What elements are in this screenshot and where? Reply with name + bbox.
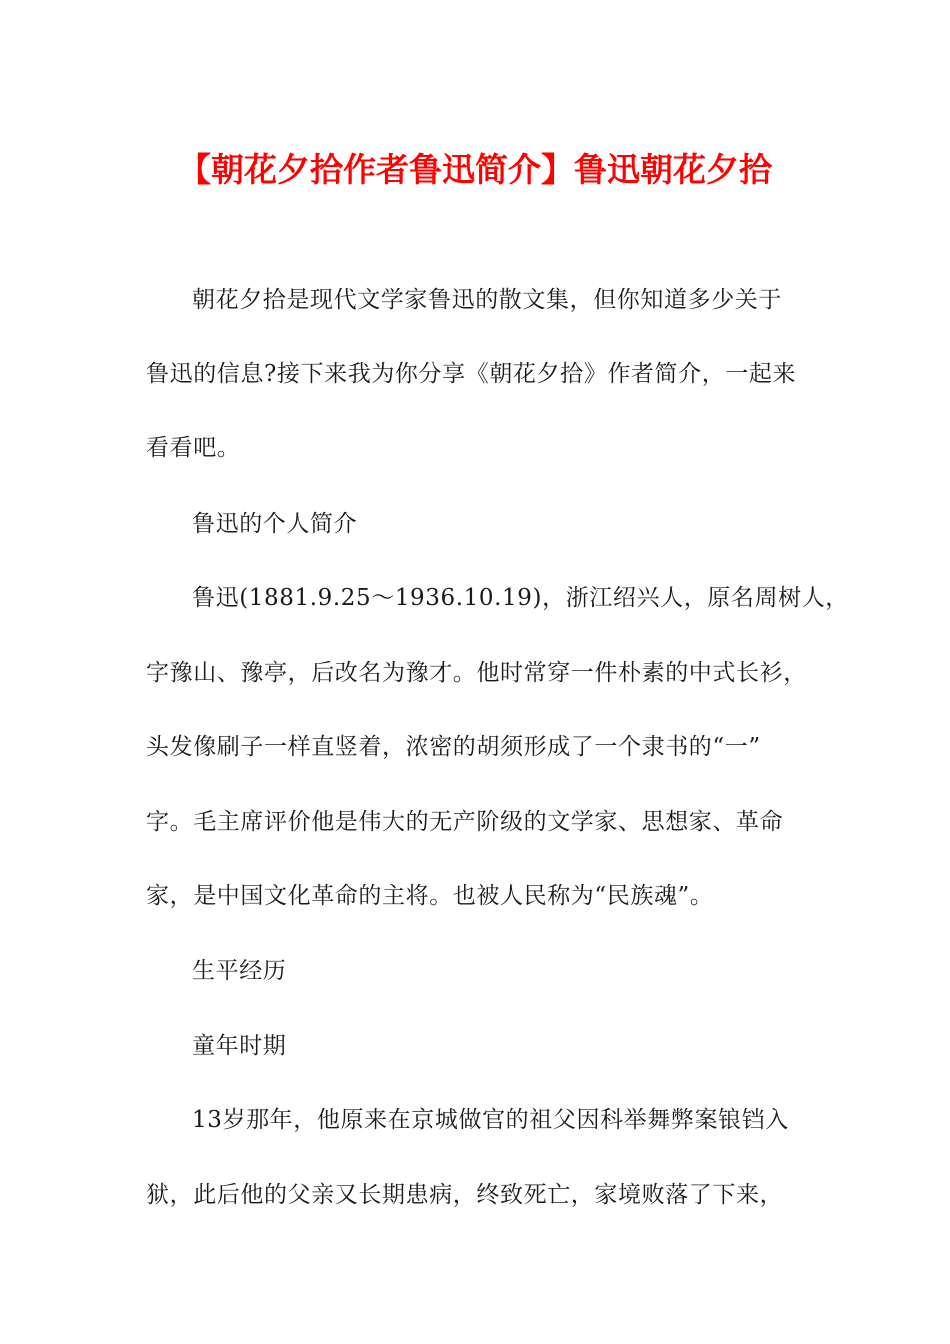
paragraph-line: 字豫山、豫亭，后改名为豫才。他时常穿一件朴素的中式长衫， bbox=[146, 660, 807, 686]
paragraph-line: 鲁迅(1881.9.25～1936.10.19)，浙江绍兴人，原名周树人， bbox=[192, 585, 849, 611]
paragraph-line: 看看吧。 bbox=[146, 435, 241, 461]
paragraph-line: 头发像刷子一样直竖着，浓密的胡须形成了一个隶书的“一” bbox=[146, 734, 761, 760]
paragraph-line: 家，是中国文化革命的主将。也被人民称为“民族魂”。 bbox=[146, 883, 714, 909]
paragraph-line: 鲁迅的信息?接下来我为你分享《朝花夕拾》作者简介，一起来 bbox=[146, 361, 797, 387]
section-heading: 生平经历 bbox=[192, 958, 287, 984]
paragraph-line: 朝花夕拾是现代文学家鲁迅的散文集，但你知道多少关于 bbox=[192, 287, 782, 313]
paragraph-line: 狱，此后他的父亲又长期患病，终致死亡，家境败落了下来， bbox=[146, 1182, 784, 1208]
section-heading: 童年时期 bbox=[192, 1033, 287, 1059]
paragraph-line: 13岁那年，他原来在京城做官的祖父因科举舞弊案锒铛入 bbox=[192, 1107, 789, 1133]
paragraph-line: 字。毛主席评价他是伟大的无产阶级的文学家、思想家、革命 bbox=[146, 809, 784, 835]
document-title: 【朝花夕拾作者鲁迅简介】鲁迅朝花夕拾 bbox=[178, 150, 772, 189]
section-heading: 鲁迅的个人简介 bbox=[192, 511, 358, 537]
